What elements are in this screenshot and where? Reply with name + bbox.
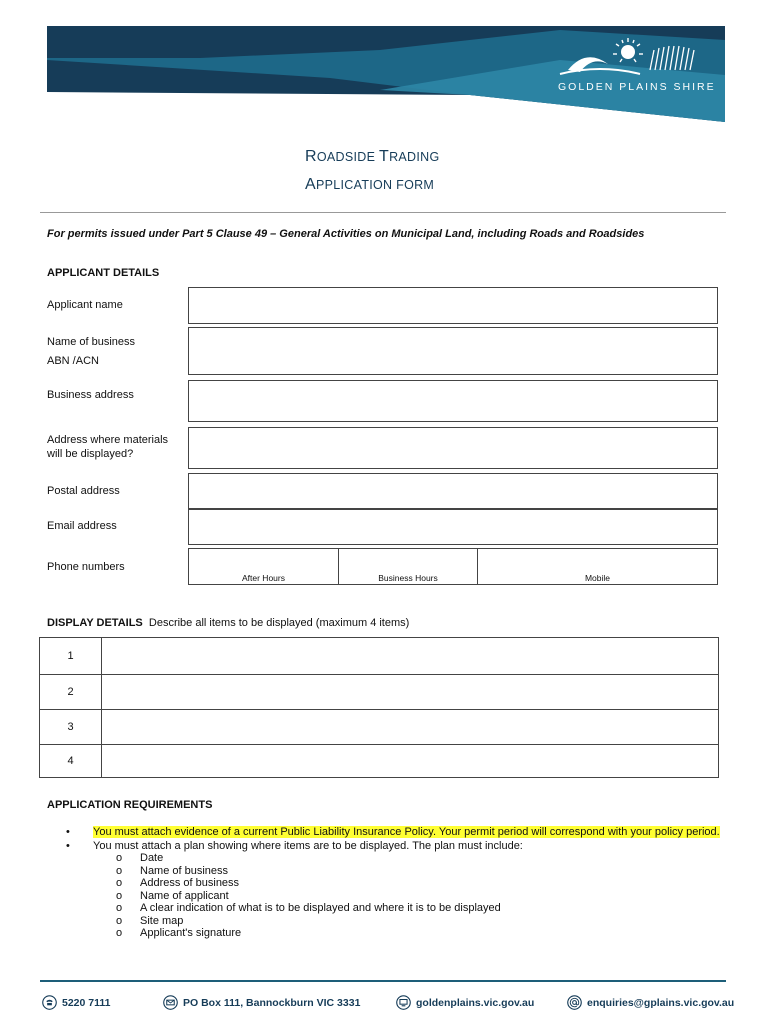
display-details-title: DISPLAY DETAILS bbox=[47, 617, 143, 629]
requirements-list bbox=[60, 826, 730, 940]
display-details-heading bbox=[47, 617, 409, 629]
display-item-row[interactable] bbox=[40, 744, 718, 777]
footer-phone: 5220 7111 bbox=[42, 995, 110, 1010]
footer-po-box: PO Box 111, Bannockburn VIC 3331 bbox=[163, 995, 360, 1010]
mail-box-icon bbox=[163, 995, 178, 1010]
display-address-label-1: Address where materials bbox=[47, 434, 169, 446]
display-item-number: 1 bbox=[40, 638, 102, 674]
plan-item: o A clear indication of what is to be displayed and where it is to be displayed bbox=[93, 902, 730, 915]
business-address-field[interactable] bbox=[188, 380, 718, 422]
application-requirements-heading: APPLICATION REQUIREMENTS bbox=[47, 799, 213, 811]
business-hours-phone-field[interactable] bbox=[338, 548, 478, 585]
at-sign-icon bbox=[567, 995, 582, 1010]
email-address-label: Email address bbox=[47, 520, 117, 532]
form-subtitle: For permits issued under Part 5 Clause 49 – General Activities on Municipal Land, including Roads and Roadsides bbox=[47, 228, 645, 240]
business-name-field[interactable] bbox=[188, 327, 718, 375]
business-address-label: Business address bbox=[47, 389, 134, 401]
footer-email[interactable]: enquiries@gplains.vic.gov.au bbox=[567, 995, 734, 1010]
display-address-label-2: will be displayed? bbox=[47, 448, 134, 460]
display-item-row[interactable] bbox=[40, 709, 718, 744]
org-name: GOLDEN PLAINS SHIRE bbox=[558, 81, 716, 93]
plan-item: o Applicant's signature bbox=[93, 927, 730, 940]
plan-item: o Site map bbox=[93, 915, 730, 928]
footer-website[interactable]: goldenplains.vic.gov.au bbox=[396, 995, 534, 1010]
display-item-row[interactable] bbox=[40, 674, 718, 709]
plan-item: o Date bbox=[93, 852, 730, 865]
display-item-row[interactable] bbox=[40, 638, 718, 674]
phone-numbers-label: Phone numbers bbox=[47, 561, 125, 573]
abn-label: ABN /ACN bbox=[47, 355, 99, 367]
after-hours-caption: After Hours bbox=[242, 573, 285, 583]
phone-icon bbox=[42, 995, 57, 1010]
postal-address-label: Postal address bbox=[47, 485, 120, 497]
applicant-name-label: Applicant name bbox=[47, 299, 123, 311]
header-banner bbox=[0, 0, 770, 130]
display-item-number: 4 bbox=[40, 745, 102, 777]
after-hours-phone-field[interactable] bbox=[188, 548, 339, 585]
applicant-details-heading: APPLICANT DETAILS bbox=[47, 267, 160, 279]
form-title-line2: APPLICATION FORM bbox=[305, 176, 435, 193]
display-address-field[interactable] bbox=[188, 427, 718, 469]
display-items-table bbox=[39, 637, 719, 778]
requirement-insurance: • You must attach evidence of a current Public Liability Insurance Policy. Your permit period will correspond with your policy period. bbox=[60, 826, 730, 839]
requirement-plan: • You must attach a plan showing where items are to be displayed. The plan must include: o Date o Name of business o Address of business o Name of applicant o A clear indication of what is to be displayed and where it is to be displayed o Site map o Applicant's signature bbox=[60, 840, 730, 940]
title-divider bbox=[40, 212, 726, 213]
form-title-line1: ROADSIDE TRADING bbox=[305, 148, 440, 165]
business-name-label: Name of business bbox=[47, 336, 136, 348]
plan-item: o Name of applicant bbox=[93, 890, 730, 903]
postal-address-field[interactable] bbox=[188, 473, 718, 509]
display-item-number: 2 bbox=[40, 675, 102, 709]
mobile-caption: Mobile bbox=[584, 573, 611, 583]
plan-item: o Address of business bbox=[93, 877, 730, 890]
business-hours-caption: Business Hours bbox=[378, 573, 438, 583]
email-address-field[interactable] bbox=[188, 509, 718, 545]
applicant-name-field[interactable] bbox=[188, 287, 718, 324]
mobile-phone-field[interactable] bbox=[477, 548, 718, 585]
plan-item: o Name of business bbox=[93, 865, 730, 878]
display-details-instruction: Describe all items to be displayed (maximum 4 items) bbox=[148, 617, 410, 629]
computer-icon bbox=[396, 995, 411, 1010]
display-item-number: 3 bbox=[40, 710, 102, 744]
footer-divider bbox=[40, 980, 726, 982]
